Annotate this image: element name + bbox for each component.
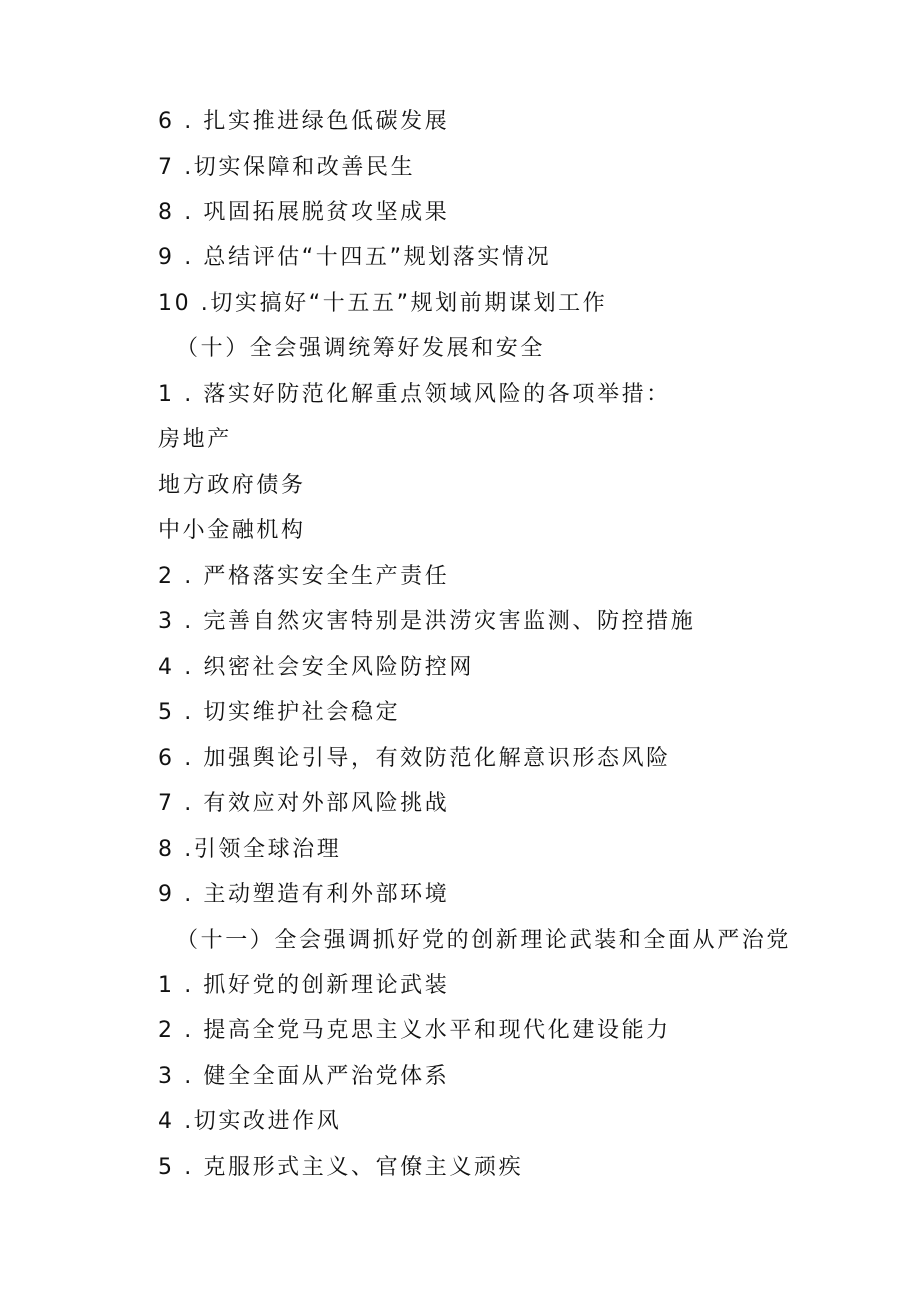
section-heading: （十）全会强调统筹好发展和安全 <box>176 336 546 361</box>
list-item: 7 . 有效应对外部风险挑战 <box>158 791 450 816</box>
list-item: 3 . 健全全面从严治党体系 <box>158 1064 450 1089</box>
list-item: 8 . 巩固拓展脱贫攻坚成果 <box>158 200 450 225</box>
list-item: 5 . 克服形式主义、官僚主义顽疾 <box>158 1155 524 1180</box>
list-item: 2 . 严格落实安全生产责任 <box>158 564 450 589</box>
list-item: 5 . 切实维护社会稳定 <box>158 700 401 725</box>
list-item: 6 . 加强舆论引导，有效防范化解意识形态风险 <box>158 746 671 771</box>
list-item: 2 . 提高全党马克思主义水平和现代化建设能力 <box>158 1018 671 1043</box>
list-item: 9 . 主动塑造有利外部环境 <box>158 882 450 907</box>
list-item: 房地产 <box>158 427 232 452</box>
list-item: 中小金融机构 <box>158 518 306 543</box>
list-item: 7 .切实保障和改善民生 <box>158 155 416 180</box>
list-item: 8 .引领全球治理 <box>158 837 342 862</box>
section-heading: （十一）全会强调抓好党的创新理论武装和全面从严治党 <box>176 928 792 953</box>
list-item: 9 . 总结评估“十四五”规划落实情况 <box>158 245 552 270</box>
list-item: 4 . 织密社会安全风险防控网 <box>158 655 474 680</box>
list-item: 1 . 抓好党的创新理论武装 <box>158 973 450 998</box>
list-item: 3 . 完善自然灾害特别是洪涝灾害监测、防控措施 <box>158 609 696 634</box>
list-item: 6 . 扎实推进绿色低碳发展 <box>158 109 450 134</box>
list-item: 1 . 落实好防范化解重点领域风险的各项举措： <box>158 382 671 407</box>
list-item: 10 .切实搞好“十五五”规划前期谋划工作 <box>158 291 608 316</box>
list-item: 地方政府债务 <box>158 473 306 498</box>
list-item: 4 .切实改进作风 <box>158 1109 342 1134</box>
